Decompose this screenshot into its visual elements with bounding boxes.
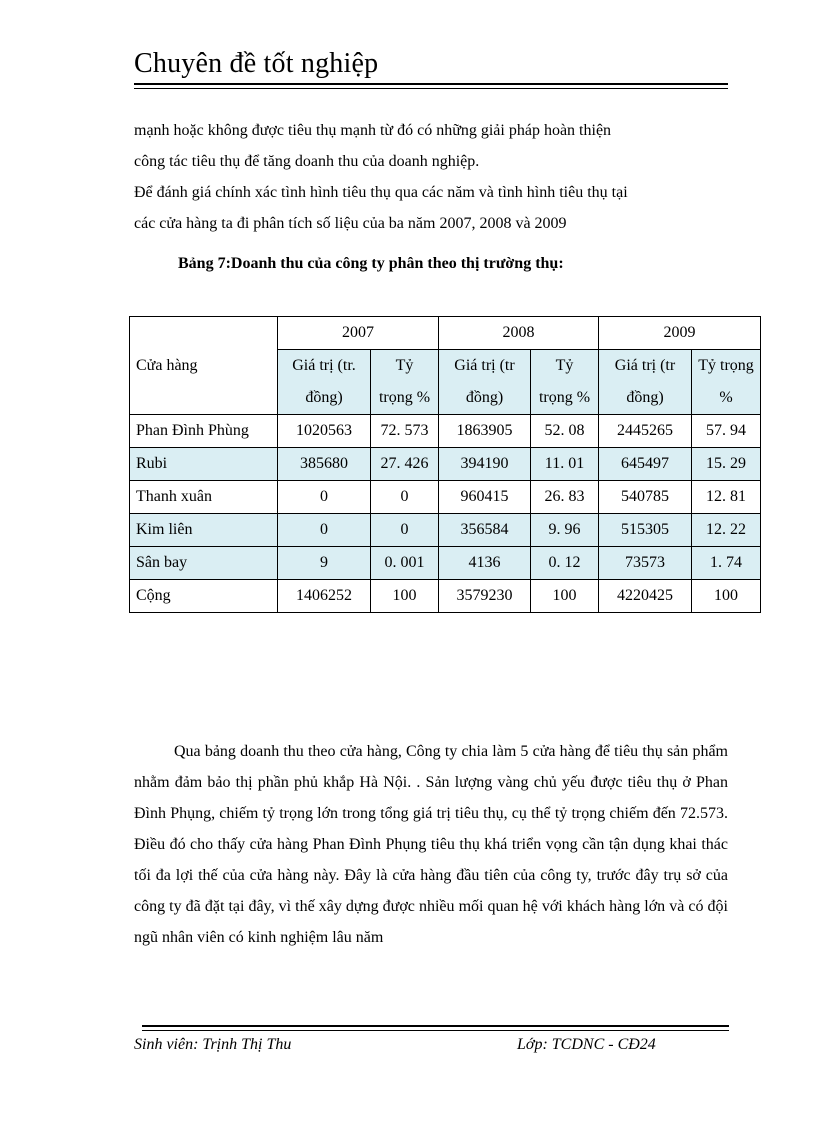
share-column-header: Tỷ trọng % bbox=[692, 350, 761, 415]
value-cell: 1863905 bbox=[439, 415, 531, 448]
share-cell: 52. 08 bbox=[531, 415, 599, 448]
share-cell: 11. 01 bbox=[531, 448, 599, 481]
share-cell: 100 bbox=[531, 580, 599, 613]
value-cell: 0 bbox=[278, 514, 371, 547]
share-cell: 0 bbox=[371, 481, 439, 514]
footer-student: Sinh viên: Trịnh Thị Thu bbox=[134, 1036, 292, 1053]
intro-line: mạnh hoặc không được tiêu thụ mạnh từ đó có những giải pháp hoàn thiện bbox=[134, 122, 612, 139]
page-title: Chuyên đề tốt nghiệp bbox=[134, 48, 379, 79]
share-cell: 57. 94 bbox=[692, 415, 761, 448]
value-cell: 1020563 bbox=[278, 415, 371, 448]
revenue-table bbox=[129, 316, 761, 613]
store-name: Cộng bbox=[130, 580, 278, 613]
share-cell: 0. 001 bbox=[371, 547, 439, 580]
share-column-header: Tỷ trọng % bbox=[371, 350, 439, 415]
share-cell: 1. 74 bbox=[692, 547, 761, 580]
value-cell: 9 bbox=[278, 547, 371, 580]
value-column-header: Giá trị (tr. đồng) bbox=[278, 350, 371, 415]
intro-paragraph bbox=[134, 115, 728, 239]
year-header: 2008 bbox=[439, 317, 599, 350]
share-cell: 100 bbox=[692, 580, 761, 613]
table-row bbox=[130, 481, 761, 514]
header-divider bbox=[134, 83, 728, 89]
analysis-paragraph: Qua bảng doanh thu theo cửa hàng, Công ty chia làm 5 cửa hàng để tiêu thụ sản phẩm nhằm đảm bảo thị phần phủ khắp Hà Nội. . Sản lượng vàng chủ yếu được tiêu thụ ở Phan Đình Phụng, chiếm tỷ trọng lớn trong tổng giá trị tiêu thụ, cụ thể tỷ trọng chiếm đến 72.573. Điều đó cho thấy cửa hàng Phan Đình Phụng tiêu thụ khá triển vọng cần tận dụng khai thác tối đa lợi thế của cửa hàng này. Đây là cửa hàng đầu tiên của công ty, trước đây trụ sở của công ty đã đặt tại đây, vì thế xây dựng được nhiều mối quan hệ với khách hàng lớn và có đội ngũ nhân viên có kinh nghiệm lâu năm bbox=[134, 743, 728, 946]
value-cell: 4136 bbox=[439, 547, 531, 580]
footer-divider bbox=[142, 1025, 729, 1031]
share-column-header: Tỷ trọng % bbox=[531, 350, 599, 415]
table-caption: Bảng 7:Doanh thu của công ty phân theo thị trường thụ: bbox=[178, 255, 564, 272]
share-cell: 12. 81 bbox=[692, 481, 761, 514]
store-name: Kim liên bbox=[130, 514, 278, 547]
year-header: 2007 bbox=[278, 317, 439, 350]
value-cell: 645497 bbox=[599, 448, 692, 481]
value-cell: 385680 bbox=[278, 448, 371, 481]
value-cell: 515305 bbox=[599, 514, 692, 547]
value-cell: 1406252 bbox=[278, 580, 371, 613]
value-cell: 356584 bbox=[439, 514, 531, 547]
intro-line: công tác tiêu thụ để tăng doanh thu của doanh nghiệp. bbox=[134, 153, 480, 170]
value-column-header: Giá trị (tr đồng) bbox=[599, 350, 692, 415]
value-cell: 2445265 bbox=[599, 415, 692, 448]
intro-line: các cửa hàng ta đi phân tích số liệu của ba năm 2007, 2008 và 2009 bbox=[134, 215, 567, 232]
value-cell: 0 bbox=[278, 481, 371, 514]
table-header-row-years bbox=[130, 317, 761, 350]
year-header: 2009 bbox=[599, 317, 761, 350]
value-cell: 73573 bbox=[599, 547, 692, 580]
table-row bbox=[130, 514, 761, 547]
value-cell: 960415 bbox=[439, 481, 531, 514]
share-cell: 12. 22 bbox=[692, 514, 761, 547]
table-total-row bbox=[130, 580, 761, 613]
value-cell: 4220425 bbox=[599, 580, 692, 613]
table-row bbox=[130, 415, 761, 448]
value-column-header: Giá trị (tr đồng) bbox=[439, 350, 531, 415]
share-cell: 15. 29 bbox=[692, 448, 761, 481]
value-cell: 540785 bbox=[599, 481, 692, 514]
store-name: Rubi bbox=[130, 448, 278, 481]
share-cell: 0. 12 bbox=[531, 547, 599, 580]
store-name: Phan Đình Phùng bbox=[130, 415, 278, 448]
store-name: Thanh xuân bbox=[130, 481, 278, 514]
share-cell: 27. 426 bbox=[371, 448, 439, 481]
table-row bbox=[130, 448, 761, 481]
share-cell: 100 bbox=[371, 580, 439, 613]
table-row bbox=[130, 547, 761, 580]
value-cell: 3579230 bbox=[439, 580, 531, 613]
share-cell: 0 bbox=[371, 514, 439, 547]
footer-class: Lớp: TCDNC - CĐ24 bbox=[517, 1036, 656, 1053]
share-cell: 26. 83 bbox=[531, 481, 599, 514]
store-name: Sân bay bbox=[130, 547, 278, 580]
value-cell: 394190 bbox=[439, 448, 531, 481]
share-cell: 72. 573 bbox=[371, 415, 439, 448]
store-column-header: Cửa hàng bbox=[130, 317, 278, 415]
intro-line: Để đánh giá chính xác tình hình tiêu thụ qua các năm và tình hình tiêu thụ tại bbox=[134, 184, 628, 201]
share-cell: 9. 96 bbox=[531, 514, 599, 547]
